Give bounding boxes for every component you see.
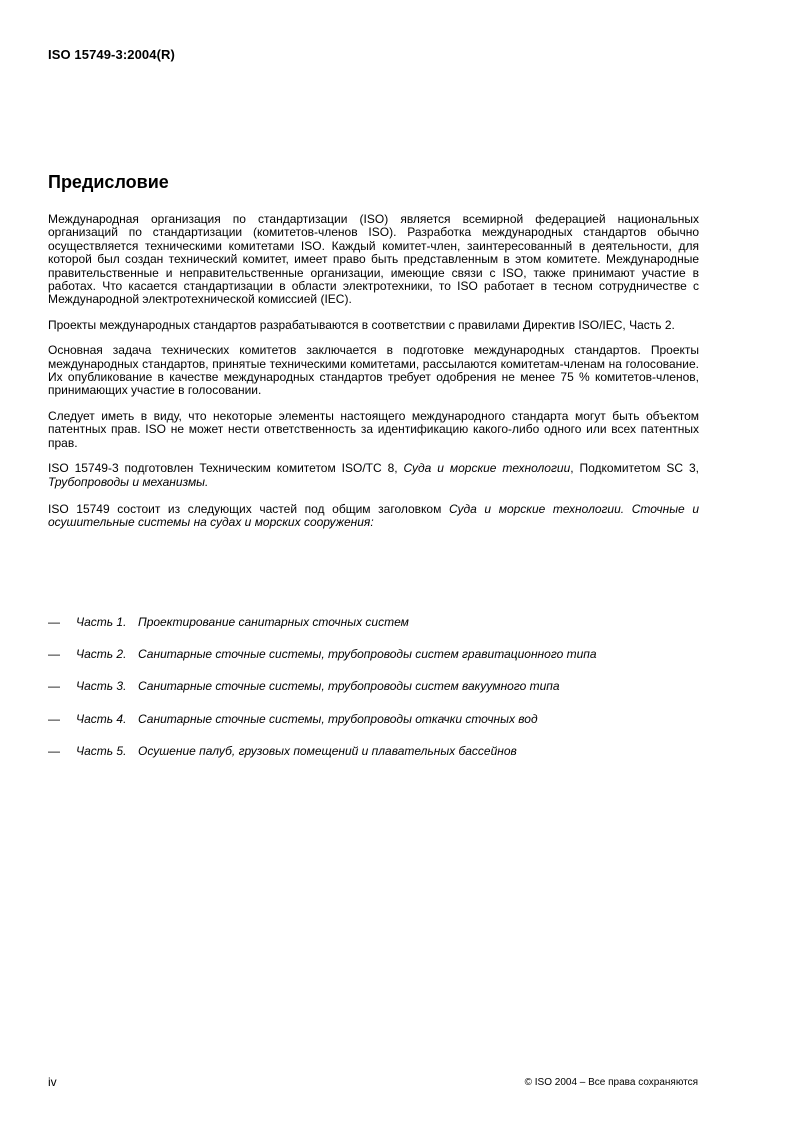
em-dash: — xyxy=(48,711,60,726)
part-title: Проектирование санитарных сточных систем xyxy=(138,615,409,629)
em-dash: — xyxy=(48,679,60,694)
part-title: Санитарные сточные системы, трубопроводы систем вакуумного типа xyxy=(138,679,560,694)
committee-name: Суда и морские технологии xyxy=(403,461,571,476)
paragraph-iso-organization: Международная организация по стандартизации (ISO) является всемирной федерацией национальных организаций по стандартизации (комитетов-членов ISO). Разработка международных стандартов обычно осуществляется техническими комитетами ISO. Каждый комитет-член, заинтересованный в деятельности, для которой был создан технический комитет, имеет право быть представленным в этом комитете. Международные правительственные и неправительственные организации, имеющие связи с ISO, также принимают участие в работах. Что касается стандартизации в области электротехники, то ISO работает в тесном сотрудничестве с Международной электротехнической комиссией (IEC). xyxy=(48,212,699,307)
paragraph-patent-rights: Следует иметь в виду, что некоторые элементы настоящего международного стандарта могут быть объектом патентных прав. ISO не может нести ответственность за идентификацию какого-либо одного или всех патентных прав. xyxy=(48,408,699,450)
list-item xyxy=(48,648,699,680)
paragraph-committee-task: Основная задача технических комитетов заключается в подготовке международных стандартов. Проекты международных стандартов, принятые техническими комитетами, рассылаются комитетам-членам на голосование. Их опубликование в качестве международных стандартов требует одобрения не менее 75 % комитетов-членов, принимающих участие в голосовании. xyxy=(48,343,699,398)
parts-intro-text: ISO 15749 состоит из следующих частей под общим заголовком xyxy=(48,501,449,516)
part-title: Осушение палуб, грузовых помещений и плавательных бассейнов xyxy=(138,743,517,758)
em-dash: — xyxy=(48,647,60,662)
part-label: Часть 3. xyxy=(76,679,127,694)
general-title: Суда и морские технологии. Сточные и осушительные системы на судах и морских сооружения: xyxy=(48,501,699,530)
part-label: Часть 2. xyxy=(76,647,127,662)
prepared-by-middle: , Подкомитетом SC 3, xyxy=(570,461,700,476)
list-item xyxy=(48,745,699,777)
part-label: Часть 1. xyxy=(76,615,127,629)
foreword-body xyxy=(48,213,699,542)
em-dash: — xyxy=(48,743,60,758)
list-item xyxy=(48,616,699,648)
part-title: Санитарные сточные системы, трубопроводы систем гравитационного типа xyxy=(138,647,597,662)
parts-list xyxy=(48,616,699,777)
list-item xyxy=(48,713,699,745)
prepared-by-text: ISO 15749-3 подготовлен Техническим комитетом ISO/TC 8, xyxy=(48,461,404,476)
em-dash: — xyxy=(48,615,60,629)
list-item xyxy=(48,680,699,712)
part-label: Часть 5. xyxy=(76,743,127,758)
copyright-notice: © ISO 2004 – Все права сохраняются xyxy=(524,1077,698,1088)
paragraph-prepared-by xyxy=(48,462,699,489)
page-number: iv xyxy=(48,1075,57,1089)
page-title: Предисловие xyxy=(48,172,169,192)
paragraph-directives: Проекты международных стандартов разрабатываются в соответствии с правилами Директив ISO/IEC, Часть 2. xyxy=(48,317,675,332)
subcommittee-name: Трубопроводы и механизмы. xyxy=(48,474,209,489)
paragraph-parts-intro xyxy=(48,503,699,530)
standard-code-header: ISO 15749-3:2004(R) xyxy=(48,47,175,62)
part-label: Часть 4. xyxy=(76,711,127,726)
part-title: Санитарные сточные системы, трубопроводы откачки сточных вод xyxy=(138,711,538,726)
